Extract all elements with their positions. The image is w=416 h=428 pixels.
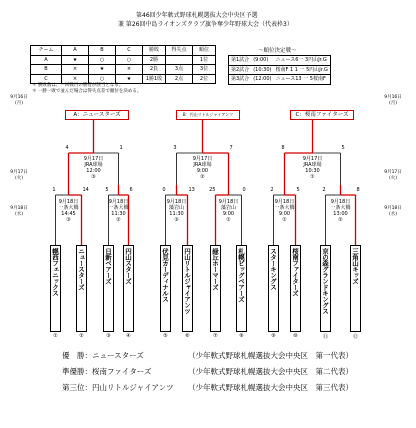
round1-venue: 藻岩山 — [168, 205, 184, 211]
round1-score-right: 14 — [82, 187, 89, 193]
round1-date: 9月18日 — [330, 199, 351, 205]
placement-cell: 第3試合 — [229, 75, 252, 85]
round1-game-no: ③ — [174, 217, 179, 223]
round1-date: 9月18日 — [108, 199, 129, 205]
placement-cell: ニュース13 一 5桜南F — [274, 75, 331, 85]
round2-score-right: 1 — [119, 145, 123, 151]
round1-time: 9:00 — [278, 211, 291, 217]
rr-cell: B — [31, 65, 62, 75]
team-name-box: 伏見カーディナルス — [160, 245, 171, 332]
team-name-box: 円山リトルジャイアンツ — [182, 245, 193, 332]
rr-header-cell: 得失点 — [166, 46, 193, 56]
result-2-note: （少年軟式野球札幌選抜大会中央区 第二代表） — [188, 367, 353, 376]
round2-score-right: 7 — [229, 145, 233, 151]
rr-cell: ○ — [116, 55, 143, 65]
team-name-box: 幌西フェニックス — [50, 245, 61, 332]
team-name-box: 札幌ビッグベアーズ — [236, 245, 247, 332]
result-3-rank: 第三位：円山リトルジャイアンツ — [62, 383, 174, 392]
team-number: ⑧ — [239, 333, 244, 339]
rr-cell: C — [31, 74, 62, 84]
round1-score-left: 25 — [209, 187, 216, 193]
round1-game-no: ② — [116, 217, 121, 223]
round2-time: 12:00 — [86, 168, 101, 174]
round2-date: 9月17日 — [83, 156, 104, 162]
round1-game-no: ② — [338, 217, 343, 223]
team-number: ⑩ — [293, 333, 298, 339]
team-name-box: ニュースターズ — [76, 245, 87, 332]
rr-header-cell: チーム — [31, 46, 62, 56]
block-a-box: A：ニュースターズ — [65, 110, 129, 120]
placement-cell: 桜南F 1 1 一 5円山Jr.G — [274, 65, 331, 75]
rr-cell: × — [116, 65, 143, 75]
round1-score-right: 0 — [242, 187, 246, 193]
team-number: ⑦ — [213, 333, 218, 339]
round1-game-no: ① — [282, 217, 287, 223]
round2-score-left: 3 — [173, 145, 177, 151]
placement-heading: ～順位決定戦～ — [258, 48, 297, 54]
team-name-box: 円山スターズ — [123, 245, 134, 332]
team-number: ⑪ — [322, 334, 328, 340]
round1-score-right: 8 — [356, 187, 360, 193]
round2-date: 9月17日 — [192, 156, 213, 162]
round2-game-no: ③ — [91, 174, 96, 180]
result-3-note: （少年軟式野球札幌選抜大会中央区 第三代表） — [188, 383, 353, 392]
team-number: ⑫ — [352, 334, 358, 340]
round1-venue: 一条大橋 — [330, 205, 351, 211]
round1-time: 14:45 — [61, 211, 76, 217]
round1-date: 9月18日 — [218, 199, 239, 205]
team-name-box: 日新ベアーズ — [103, 245, 114, 332]
round1-score-left: 5 — [105, 187, 109, 193]
rr-header-cell: B — [89, 46, 116, 56]
round2-venue: JRA球場 — [193, 162, 212, 168]
placement-cell: ニュース6一 3円山Jr.G — [274, 56, 331, 66]
rr-cell: ★ — [62, 55, 89, 65]
team-name-box: 京の森グランドキングス — [320, 245, 331, 332]
round2-score-right: 5 — [341, 145, 345, 151]
round1-score-right: 13 — [188, 187, 195, 193]
date-right-d17: 9月17日 (火) — [384, 170, 402, 181]
block-c-box: C：桜南ファイターズ — [290, 110, 354, 120]
rr-cell: 2勝 — [143, 55, 166, 65]
rr-cell: 2点 — [166, 74, 193, 84]
placement-cell: (10:30) — [253, 66, 272, 73]
rr-cell: A — [31, 55, 62, 65]
round1-date: 9月18日 — [274, 199, 295, 205]
rr-cell: 2負 — [143, 65, 166, 75]
title-line1: 第46回少年軟式野球札幌選抜大会中央区予選 — [136, 12, 258, 19]
round1-time: 9:00 — [222, 211, 235, 217]
rr-cell: × — [62, 65, 89, 75]
round1-score-right: 5 — [296, 187, 300, 193]
round1-time: 13:00 — [333, 211, 348, 217]
rr-header-cell: A — [62, 46, 89, 56]
round2-date: 9月17日 — [302, 156, 323, 162]
date-left-d16: 9月16日 (月) — [10, 95, 28, 106]
rr-cell: 3点 — [166, 65, 193, 75]
title-line2: 兼 第26回中島ライオンズクラブ旗争奪少年野球大会（代表枠3） — [118, 21, 293, 28]
rr-header-cell: 勝敗 — [143, 46, 166, 56]
block-b-box: B：円山リトルジャイアンツ — [176, 110, 240, 120]
round1-game-no: ③ — [66, 217, 71, 223]
round1-venue: 一条大橋 — [108, 205, 129, 211]
note-2: ＊ 一勝一敗で並んだ場合は得失点差で順位を決める。 — [32, 89, 142, 94]
team-number: ⑤ — [163, 333, 168, 339]
round1-time: 11:30 — [169, 211, 184, 217]
team-number: ③ — [106, 333, 111, 339]
placement-cell: (12:00) — [253, 76, 272, 83]
team-number: ⑨ — [271, 333, 276, 339]
team-number: ② — [79, 333, 84, 339]
date-right-d16: 9月16日 (月) — [384, 95, 402, 106]
rr-cell: × — [62, 74, 89, 84]
round1-venue: 一条大橋 — [274, 205, 295, 211]
round1-score-left: 0 — [162, 187, 166, 193]
round1-venue: 藻岩山 — [220, 205, 236, 211]
team-name-box: 桜南ファイターズ — [290, 245, 301, 332]
rr-cell: 2位 — [193, 74, 216, 84]
placement-cell: 第1試合 — [229, 56, 252, 66]
round2-score-left: 8 — [281, 145, 285, 151]
rr-header-cell: 順位 — [193, 46, 216, 56]
date-left-d17: 9月17日 (火) — [10, 170, 28, 181]
placement-cell: 第2試合 — [229, 65, 252, 75]
team-number: ① — [53, 333, 58, 339]
team-name-box: 緑丘ホーマーズ — [210, 245, 221, 332]
round1-score-right: 6 — [129, 187, 133, 193]
note-1: ＊ 勝敗数は、一回戦目の勝者が該当となる。 — [32, 83, 124, 88]
rr-cell: ○ — [89, 55, 116, 65]
result-1-rank: 優 勝：ニュースターズ — [62, 351, 144, 360]
result-2-rank: 準優勝：桜南ファイターズ — [62, 367, 152, 376]
rr-cell: ★ — [89, 65, 116, 75]
rr-cell: ○ — [89, 74, 116, 84]
round1-time: 11:30 — [111, 211, 126, 217]
round2-time: 9:00 — [196, 168, 209, 174]
team-name-box: 三角山キッズ — [350, 245, 361, 332]
round1-score-left: 2 — [270, 187, 274, 193]
rr-cell: 1勝1敗 — [143, 74, 166, 84]
rr-cell: ★ — [116, 74, 143, 84]
placement-cell: (9:00) — [251, 56, 273, 66]
round2-venue: JRA球場 — [303, 162, 322, 168]
round1-game-no: ① — [226, 217, 231, 223]
team-name-box: スターキングス — [268, 245, 279, 332]
round2-game-no: ② — [200, 174, 205, 180]
rr-cell: 1位 — [193, 55, 216, 65]
round1-venue: 一条大橋 — [58, 205, 79, 211]
team-number: ④ — [126, 333, 131, 339]
date-right-d18: 9月18日 (水) — [384, 206, 402, 217]
round1-score-left: 1 — [52, 187, 56, 193]
round2-venue: JRA球場 — [84, 162, 103, 168]
round2-time: 10:30 — [305, 168, 320, 174]
round1-date: 9月18日 — [166, 199, 187, 205]
rr-header-cell: C — [116, 46, 143, 56]
result-1-note: （少年軟式野球札幌選抜大会中央区 第一代表） — [188, 351, 353, 360]
round1-date: 9月18日 — [58, 199, 79, 205]
rr-cell: 3位 — [193, 65, 216, 75]
round2-game-no: ① — [310, 174, 315, 180]
team-number: ⑥ — [185, 333, 190, 339]
round1-score-left: 2 — [322, 187, 326, 193]
round2-score-left: 4 — [65, 145, 69, 151]
date-left-d18: 9月18日 (水) — [10, 206, 28, 217]
